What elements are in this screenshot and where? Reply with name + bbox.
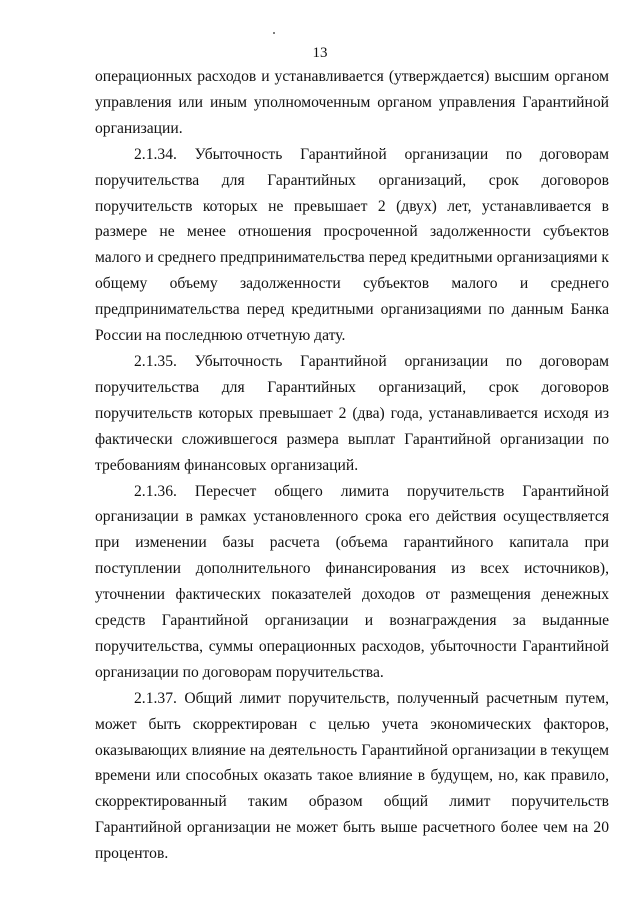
paragraph-2-1-34: 2.1.34. Убыточность Гарантийной организации по договорам поручительства для Гарантийных организаций, срок договоров поручительств которых не превышает 2 (двух) лет, устанавливается в размере не менее отношения просроченной задолженности субъектов малого и среднего предпринимательства перед кредитными организациями к общему объему задолженности субъектов малого и среднего предпринимательства перед кредитными организациями по данным Банка России на последнюю отчетную дату.	[95, 145, 609, 345]
paragraph-2-1-37: 2.1.37. Общий лимит поручительств, полученный расчетным путем, может быть скорректирован с целью учета экономических факторов, оказывающих влияние на деятельность Гарантийной организации в текущем времени или способных оказать такое влияние в будущем, но, как правило, скорректированный таким образом общий лимит поручительств Гарантийной организации не может быть выше расчетного более чем на 20 процентов.	[95, 689, 609, 863]
paragraph-2-1-35: 2.1.35. Убыточность Гарантийной организации по договорам поручительства для Гарантийных организаций, срок договоров поручительств которых превышает 2 (два) года, устанавливается исходя из фактически сложившегося размера выплат Гарантийной организации по требованиям финансовых организаций.	[95, 352, 609, 474]
document-body	[95, 64, 609, 867]
paragraph-continuation: операционных расходов и устанавливается (утверждается) высшим органом управления или иным уполномоченным органом управления Гарантийной организации.	[95, 68, 609, 137]
scan-speck	[273, 32, 275, 34]
paragraph-2-1-36: 2.1.36. Пересчет общего лимита поручительств Гарантийной организации в рамках установленного срока его действия осуществляется при изменении базы расчета (объема гарантийного капитала при поступлении дополнительного финансирования из всех источников), уточнении фактических показателей доходов от размещения денежных средств Гарантийной организации и вознаграждения за выданные поручительства, суммы операционных расходов, убыточности Гарантийной организации по договорам поручительства.	[95, 482, 609, 681]
page-number: 13	[312, 45, 328, 61]
